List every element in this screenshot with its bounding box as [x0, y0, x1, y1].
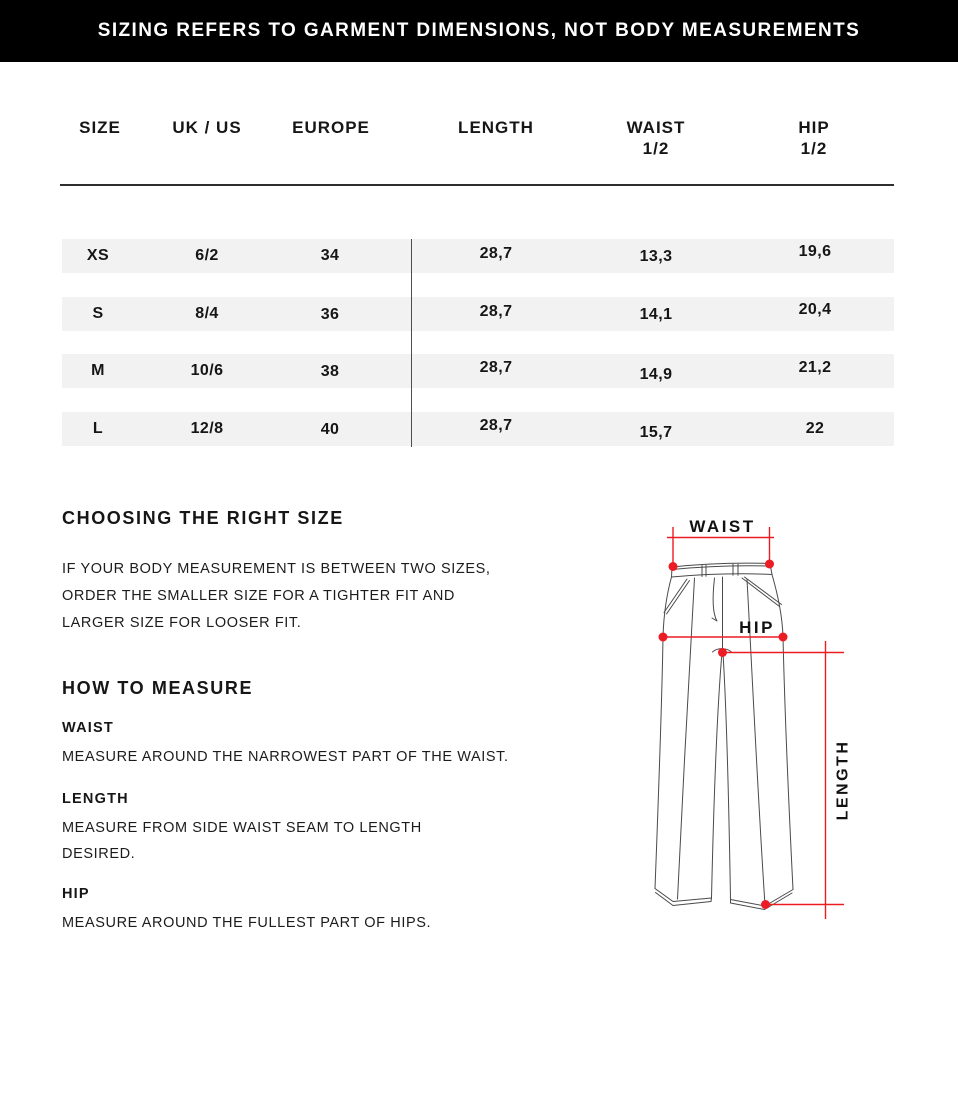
crotch-dot: [718, 648, 727, 657]
column-header-waist: WAIST 1/2: [626, 118, 686, 158]
waist-left-dot: [669, 562, 678, 571]
measure-lines: [663, 527, 844, 919]
table-row-band: [62, 412, 894, 446]
table-cell: 28,7: [479, 417, 513, 434]
waist-right-dot: [765, 560, 774, 569]
table-cell: 34: [320, 247, 340, 264]
table-cell: 28,7: [479, 245, 513, 262]
measure-waist-title: WAIST: [62, 720, 114, 736]
measure-hip-text: MEASURE AROUND THE FULLEST PART OF HIPS.: [62, 915, 432, 931]
table-row-band: [62, 239, 894, 273]
choosing-size-heading: CHOOSING THE RIGHT SIZE: [62, 508, 344, 528]
trousers-measure-diagram: [640, 505, 875, 930]
table-cell: 40: [320, 421, 340, 438]
banner-text: SIZING REFERS TO GARMENT DIMENSIONS, NOT BODY MEASUREMENTS: [97, 20, 861, 41]
table-cell: 28,7: [479, 359, 513, 376]
table-row-band: [62, 354, 894, 388]
table-cell: 15,7: [639, 423, 673, 441]
hip-right-dot: [779, 633, 788, 642]
column-header-size: SIZE: [79, 118, 121, 137]
table-cell: XS: [86, 247, 110, 264]
table-cell: 10/6: [190, 362, 224, 379]
table-cell: 28,7: [479, 302, 513, 320]
measure-waist-text: MEASURE AROUND THE NARROWEST PART OF THE WAIST.: [62, 749, 509, 765]
table-cell: 13,3: [639, 248, 673, 265]
header-rule: [60, 184, 894, 186]
column-header-hip: HIP 1/2: [798, 118, 830, 158]
hip-left-dot: [659, 633, 668, 642]
table-row-band: [62, 297, 894, 331]
hem-dot: [761, 900, 770, 909]
table-cell: 6/2: [195, 247, 219, 264]
measure-length-title: LENGTH: [62, 791, 129, 807]
measure-hip-title: HIP: [62, 886, 90, 902]
table-cell: S: [92, 304, 104, 322]
size-table: [0, 62, 958, 462]
table-cell: 14,1: [639, 305, 673, 323]
table-cell: 12/8: [190, 419, 224, 437]
diagram-hip-label: HIP: [739, 618, 775, 637]
how-to-measure-heading: HOW TO MEASURE: [62, 678, 254, 698]
table-cell: 20,4: [798, 301, 832, 318]
choosing-size-text: IF YOUR BODY MEASUREMENT IS BETWEEN TWO SIZES, ORDER THE SMALLER SIZE FOR A TIGHTER FIT AND LARGER SIZE FOR LOOSER FIT.: [62, 561, 491, 631]
column-divider: [411, 239, 412, 447]
table-cell: 22: [805, 420, 825, 437]
banner: [0, 0, 958, 62]
trousers-sketch: [655, 563, 793, 909]
table-cell: M: [91, 362, 105, 379]
column-header-length: LENGTH: [458, 118, 534, 137]
table-cell: 21,2: [798, 359, 832, 376]
measure-length-text: MEASURE FROM SIDE WAIST SEAM TO LENGTH DESIRED.: [62, 820, 422, 862]
table-cell: 36: [320, 306, 340, 323]
table-cell: 8/4: [195, 304, 219, 322]
diagram-waist-label: WAIST: [689, 517, 756, 536]
table-cell: L: [92, 419, 104, 437]
table-cell: 14,9: [639, 366, 673, 383]
table-cell: 38: [320, 363, 340, 380]
column-header-ukus: UK / US: [172, 118, 242, 137]
table-cell: 19,6: [798, 243, 832, 260]
diagram-length-label: LENGTH: [834, 739, 852, 821]
column-header-europe: EUROPE: [292, 118, 370, 137]
